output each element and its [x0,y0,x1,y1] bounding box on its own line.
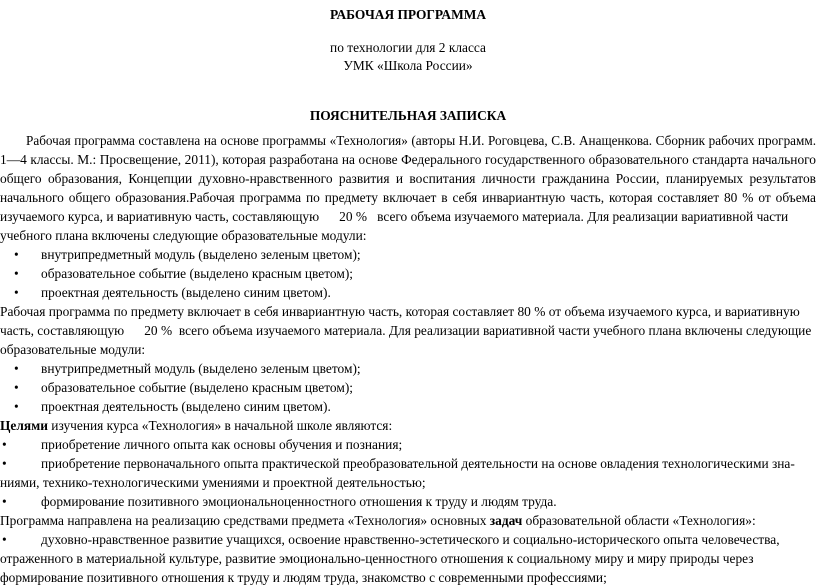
small-bullet-icon: • [2,456,7,471]
bullet-icon: • [14,399,19,414]
goal-text: приобретение первоначального опыта практической преобразовательной деятельности на основе овладения технологическими зна- [41,456,795,471]
goals-intro [0,416,816,435]
small-bullet-icon: • [2,532,7,547]
small-bullet-icon: • [2,437,7,452]
bullet-icon: • [14,285,19,300]
para1-line5: изучаемого курса, и вариативную часть, составляющую 20 % всего объема изучаемого материала. Для реализации вариативной части [0,209,789,224]
tasks-intro [0,511,816,530]
list-item [0,378,816,397]
document-subtitle-subject: по технологии для 2 класса [330,40,486,55]
small-bullet-icon: • [2,494,7,509]
tasks-keyword: задач [489,513,523,528]
section-heading: ПОЯСНИТЕЛЬНАЯ ЗАПИСКА [309,108,507,123]
tasks-intro-text: Программа направлена на реализацию средствами предмета «Технология» основных [0,513,490,528]
list-item [0,245,816,264]
goal-text: формирование позитивного эмоциональноценностного отношения к труду и людям труда. [41,494,557,509]
para2-line3: образовательные модули: [0,342,146,357]
goal-item [0,435,816,454]
para1-line4: начального общего образования.Рабочая программа по предмету включает в себя инвариантную часть, которая составляет 80 % от объема [0,190,816,205]
document-body [0,131,816,587]
para2-line2: часть, составляющую 20 % всего объема изучаемого материала. Для реализации вариативной части учебного плана включены следующие [0,323,812,338]
goal-text: приобретение личного опыта как основы обучения и познания; [41,437,403,452]
para1-line2: 1—4 классы. М.: Просвещение, 2011), которая разработана на основе Федерального государственного образовательного стандарта начального [0,152,816,167]
para1-line3: общего образования, Концепции духовно-нравственного развития и воспитания личности гражданина России, планируемых результатов [0,171,816,186]
para1-line1: Рабочая программа составлена на основе программы «Технология» (авторы Н.И. Роговцева, С.В. Анащенкова. Сборник рабочих программ. [26,133,816,148]
document-title: РАБОЧАЯ ПРОГРАММА [329,7,487,22]
list-item-text: проектная деятельность (выделено синим цветом). [41,285,331,300]
goals-intro-text: изучения курса «Технология» в начальной школе являются: [47,418,393,433]
bullet-icon: • [14,380,19,395]
para2-line1: Рабочая программа по предмету включает в себя инвариантную часть, которая составляет 80 % от объема изучаемого курса, и вариативную [0,304,800,319]
goals-keyword: Целями [0,418,48,433]
goal-text-continuation: ниями, технико-технологическими умениями и проектной деятельностью; [0,475,426,490]
tasks-intro-text-end: образовательной области «Технология»: [522,513,756,528]
list-item [0,359,816,378]
list-item-text: внутрипредметный модуль (выделено зеленым цветом); [41,361,361,376]
para1-line6: учебного плана включены следующие образовательные модули: [0,228,367,243]
list-item [0,264,816,283]
task-text-continuation: отраженного в материальной культуре, развитие эмоционально-ценностного отношения к социальному миру и миру природы через [0,551,754,566]
task-item [0,530,816,549]
bullet-icon: • [14,266,19,281]
list-item-text: образовательное событие (выделено красным цветом); [41,266,354,281]
task-text: духовно-нравственное развитие учащихся, освоение нравственно-эстетического и социально-исторического опыта человечества, [41,532,780,547]
list-item-text: внутрипредметный модуль (выделено зеленым цветом); [41,247,361,262]
list-item [0,283,816,302]
goal-item [0,492,816,511]
task-text-continuation: формирование позитивного отношения к труду и людям труда, знакомство с современными профессиями; [0,570,607,585]
list-item [0,397,816,416]
list-item-text: проектная деятельность (выделено синим цветом). [41,399,331,414]
bullet-icon: • [14,361,19,376]
bullet-icon: • [14,247,19,262]
list-item-text: образовательное событие (выделено красным цветом); [41,380,354,395]
goal-item [0,454,816,473]
document-subtitle-umk: УМК «Школа России» [343,58,473,73]
